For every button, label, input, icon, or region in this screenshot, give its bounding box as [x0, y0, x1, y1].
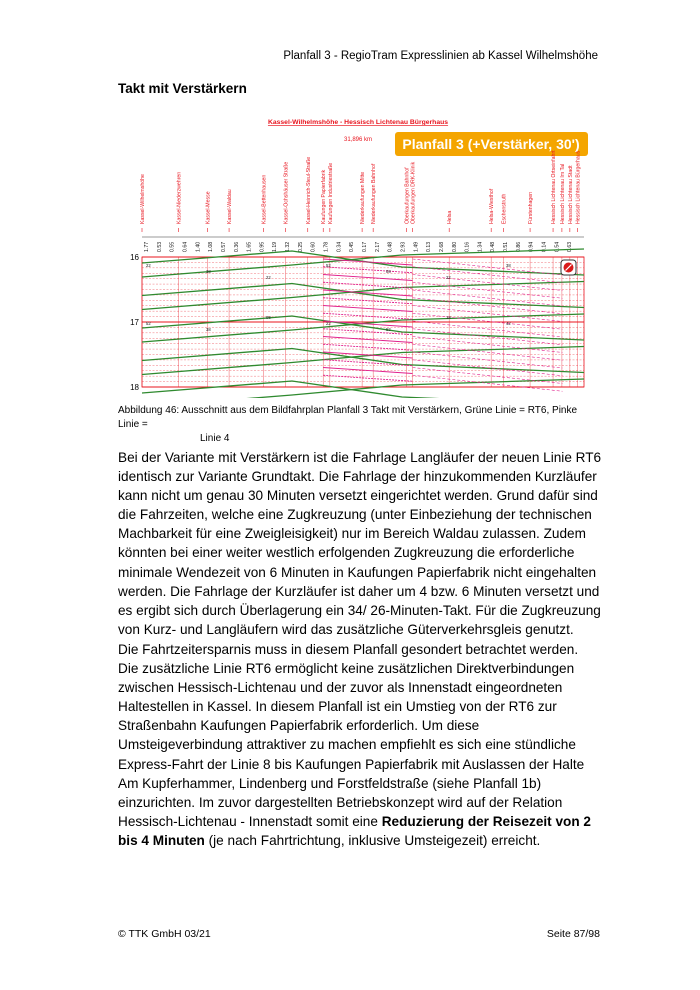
- km-value: 0.55: [169, 241, 176, 252]
- km-value: 2.93: [400, 241, 407, 252]
- station-label: Oberkaufungen DRK-Klinik: [410, 161, 417, 224]
- km-value: 1.49: [413, 241, 420, 252]
- line4-train-path: [413, 321, 563, 337]
- hour-label: 18: [130, 383, 139, 392]
- footer-copyright: © TTK GmbH 03/21: [118, 928, 211, 940]
- station-label: Hessisch Lichtenau Ortseinfahrt: [551, 150, 558, 224]
- hour-label: 16: [130, 253, 139, 262]
- departure-minute: 08: [266, 315, 271, 320]
- km-value: 0.25: [297, 241, 304, 252]
- line4-train-path: [413, 375, 563, 391]
- km-value: 1.34: [477, 241, 484, 252]
- line4-train-path: [413, 344, 563, 360]
- caption-text: Abbildung 46: Ausschnitt aus dem Bildfahrplan Planfall 3 Takt mit Verstärkern, Grüne Linie = RT6, Pinke Linie =: [118, 405, 578, 430]
- station-label: Kassel-Bettenhausen: [261, 174, 268, 224]
- line4-train-path: [323, 282, 412, 288]
- hour-label: 17: [130, 318, 139, 327]
- km-value: 0.16: [464, 241, 471, 252]
- paragraph-2-end: (je nach Fahrtrichtung, inklusive Umsteigezeit) erreicht.: [204, 832, 541, 848]
- station-label: Eschenstruth: [501, 193, 508, 224]
- planfall-badge: Planfall 3 (+Verstärker, 30'): [402, 136, 580, 152]
- km-value: 0.80: [451, 241, 458, 252]
- station-label: Kassel-Wilhelmshöhe: [140, 174, 146, 224]
- km-value: 1.77: [144, 241, 150, 252]
- departure-minute: 52: [386, 327, 391, 332]
- km-value: 1.40: [195, 241, 202, 252]
- paragraph-1: Bei der Variante mit Verstärkern ist die Fahrlage Langläufer der neuen Linie RT6 identisch zur Variante Grundtakt. Die Fahrlage der hinzukommenden Kurzläufer kann nicht um genau 30 Minuten versetzt eingerichtet werden. Grund dafür sind die Fahrzeiten, welche eine Zugkreuzung (unter Einbeziehung der technischen Machbarkeit für eine Zweigleisigkeit) nur im Bereich Waldau zulassen. Zudem könnten bei einer weiter westlich erfolgenden Zugkreuzung die erforderliche minimale Wendezeit von 6 Minuten in Kaufungen Papierfabrik nicht eingehalten werden. Die Fahrlage der Kurzläufer ist daher um 4 bzw. 6 Minuten versetzt und es ergibt sich durch Überlagerung ein 34/ 26-Minuten-Takt. Für die Zugkreuzung von Kurz- und Langläufern wird das zusätzliche Güterverkehrsgleis genutzt.: [118, 450, 602, 637]
- line4-train-path: [413, 329, 563, 345]
- km-value: 1.65: [246, 241, 253, 252]
- km-value: 0.94: [528, 241, 535, 252]
- line4-train-path: [323, 275, 412, 281]
- station-label: Kassel-Waldau: [227, 189, 234, 224]
- station-label: Oberkaufungen Bahnhof: [404, 167, 411, 224]
- km-value: 0.34: [336, 241, 343, 252]
- line4-train-path: [323, 259, 412, 265]
- km-value: 2.17: [374, 241, 381, 252]
- km-value: 0.53: [156, 241, 163, 252]
- rt6-train-path: [142, 381, 584, 398]
- departure-minute: 38: [206, 327, 211, 332]
- station-label: Helsa: [447, 210, 454, 224]
- departure-minute: 13: [446, 315, 451, 320]
- station-label: Hessisch Lichtenau Im Tal: [559, 163, 566, 224]
- departure-minute: 42: [506, 321, 511, 326]
- km-value: 0.64: [182, 241, 189, 252]
- line4-train-path: [323, 313, 412, 319]
- rt6-train-path: [142, 379, 584, 398]
- km-value: 0.54: [554, 241, 561, 252]
- line4-train-path: [323, 306, 412, 312]
- station-label: Kassel-Messe: [205, 191, 212, 224]
- station-label: Kaufungen Industriestraße: [327, 162, 334, 224]
- departure-minute: 52: [146, 321, 151, 326]
- station-label: Kassel-Heinrich-Steul-Straße: [305, 156, 312, 224]
- km-value: 2.68: [438, 241, 445, 252]
- km-value: 0.95: [259, 241, 266, 252]
- station-label: Niederkaufungen Bahnhof: [371, 163, 378, 224]
- footer-page-number: Seite 87/98: [546, 928, 600, 940]
- timetable-diagram: [118, 112, 598, 398]
- line4-train-path: [323, 360, 412, 366]
- departure-minute: 38: [206, 269, 211, 274]
- figure-caption: [118, 404, 598, 446]
- line4-train-path: [323, 337, 412, 343]
- km-value: 0.17: [362, 241, 368, 252]
- station-label: Hessisch Lichtenau Bürgerhaus: [575, 150, 582, 224]
- km-value: 0.13: [426, 241, 433, 252]
- km-value: 0.36: [233, 241, 240, 252]
- km-value: 1.32: [285, 241, 292, 252]
- station-label: Kassel-Niederzwehren: [176, 171, 183, 224]
- station-label: Helsa-Wiesthof: [489, 188, 496, 224]
- km-value: 0.60: [310, 241, 317, 252]
- line4-train-path: [323, 344, 412, 350]
- km-value: 0.48: [387, 241, 394, 252]
- km-value: 0.51: [503, 241, 510, 252]
- km-value: 0.57: [220, 241, 227, 252]
- station-label: Hessisch Lichtenau Stadt: [567, 165, 574, 224]
- caption-continuation: Linie 4: [200, 433, 230, 444]
- km-value: 1.19: [272, 241, 279, 252]
- timetable-figure: [118, 112, 598, 398]
- line4-train-path: [413, 360, 563, 376]
- paragraph-2-text: Die Fahrtzeitersparnis muss in diesem Planfall gesondert betrachtet werden. Die zusätzliche Linie RT6 ermöglicht keine zusätzlichen Direktverbindungen zwischen Hessisch-Lichtenau und der zuvor als Innenstadt eingeordneten Haltestellen in Kassel. In diesem Planfall ist ein Umstieg von der RT6 zur Straßenbahn Kaufungen Papierfabrik erforderlich. Um diese Umsteigeverbindung attraktiver zu machen empfiehlt es sich eine stündliche Express-Fahrt der Linie 8 bis Kaufungen Papierfabrik mit Auslassen der Halte Am Kupferhammer, Lindenberg und Forstfeldstraße (siehe Planfall 1b) einzurichten. Im zuvor dargestellten Betriebskonzept wird auf der Relation Hessisch-Lichtenau - Innenstadt somit eine: [118, 642, 585, 829]
- station-label: Fürstenhagen: [528, 191, 535, 224]
- line4-train-path: [413, 267, 563, 283]
- section-title: Takt mit Verstärkern: [118, 81, 247, 96]
- departure-minute: 08: [386, 269, 391, 274]
- diagram-distance: 31,896 km: [343, 137, 373, 143]
- diagram-title: Kassel-Wilhelmshöhe - Hessisch Lichtenau Bürgerhaus: [267, 119, 449, 126]
- departure-minute: 22: [326, 321, 331, 326]
- signal-icon: [561, 260, 576, 275]
- station-label: Niederkaufungen Mitte: [360, 171, 367, 224]
- departure-minute: 52: [326, 263, 331, 268]
- km-value: 0.86: [515, 241, 522, 252]
- km-value: 1.78: [323, 241, 330, 252]
- km-value: 0.48: [490, 241, 497, 252]
- paragraph-2-emphasis: Reduzierung der Reisezeit von 2 bis 4 Minuten: [118, 813, 591, 848]
- running-header: Planfall 3 - RegioTram Expresslinien ab Kassel Wilhelmshöhe: [283, 50, 598, 62]
- departure-minute: 22: [146, 263, 151, 268]
- km-value: 0.45: [349, 241, 356, 252]
- line4-train-path: [323, 267, 412, 273]
- station-label: Kaufungen Papierfabrik: [321, 169, 328, 224]
- departure-minute: 22: [446, 275, 451, 280]
- km-value: 0.14: [541, 241, 548, 252]
- station-label: Kassel-Ochshäuser Straße: [283, 161, 290, 224]
- departure-minute: 22: [266, 275, 271, 280]
- line4-train-path: [323, 368, 412, 374]
- km-value: 1.08: [208, 241, 215, 252]
- km-value: 0.63: [567, 241, 574, 252]
- paragraph-2: [118, 640, 602, 850]
- departure-minute: 38: [506, 263, 511, 268]
